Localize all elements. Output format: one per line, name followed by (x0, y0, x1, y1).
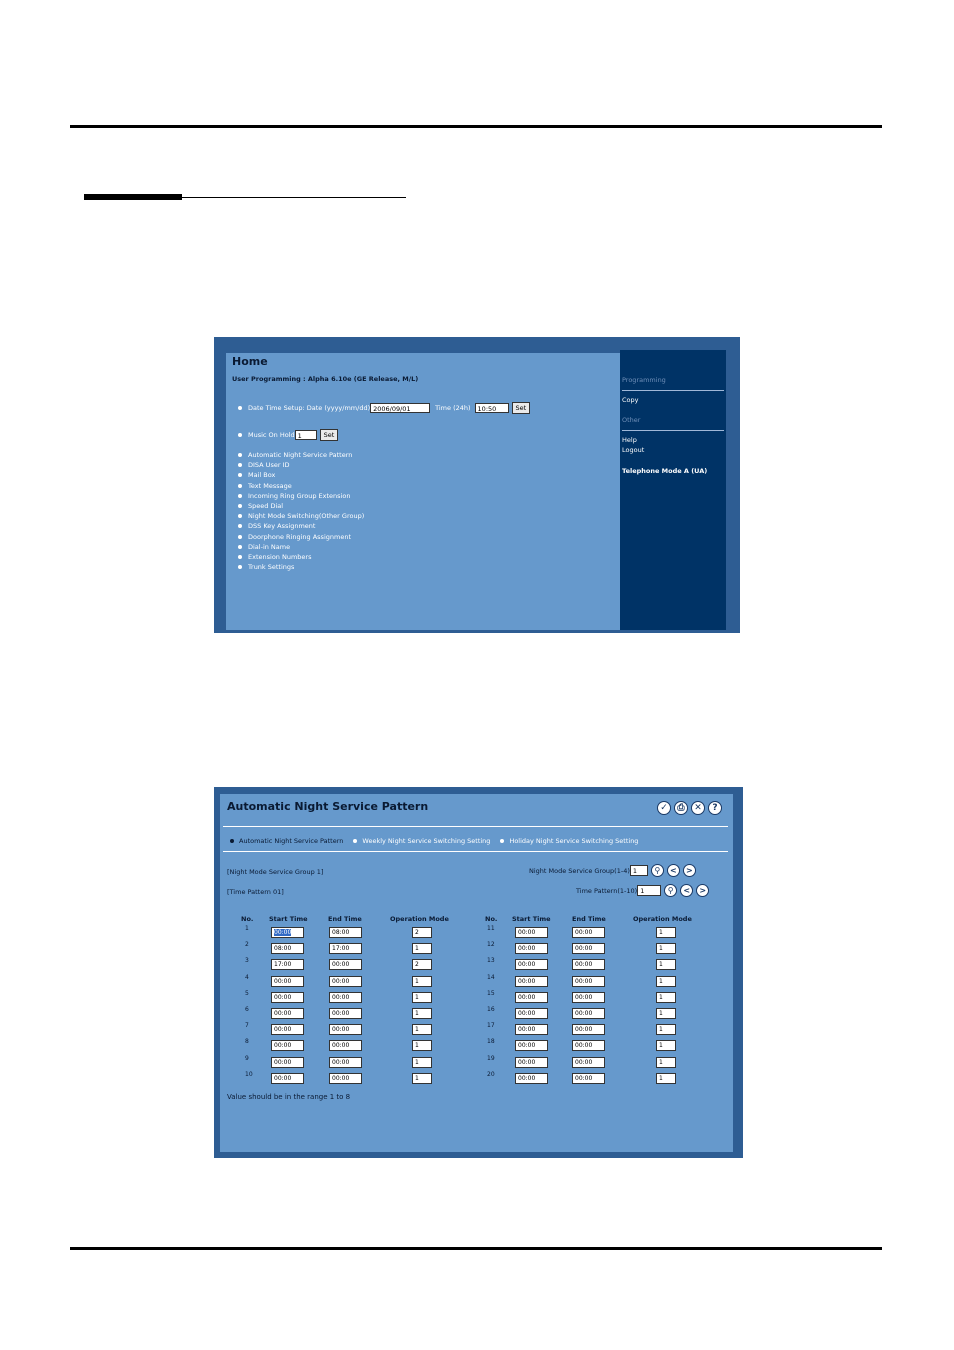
row-number: 11 (487, 925, 495, 932)
header-end-time: End Time (572, 915, 606, 923)
start-time-input[interactable] (271, 1024, 304, 1035)
sidebar (620, 350, 726, 630)
operation-mode-input[interactable]: 1 (412, 1008, 432, 1019)
start-time-value: 00:00 (274, 1042, 292, 1050)
row-number: 16 (487, 1006, 495, 1013)
menu-item[interactable] (238, 563, 294, 571)
group-selector (529, 864, 696, 877)
end-time-input[interactable]: 00:00 (572, 976, 605, 987)
start-time-value: 00:00 (274, 1010, 292, 1017)
pattern-selector (576, 884, 709, 897)
start-time-value: 00:00 (274, 1058, 292, 1066)
start-time-value: 00:00 (518, 945, 536, 953)
check-icon[interactable]: ✓ (657, 801, 671, 815)
tab-label: Holiday Night Service Switching Setting (509, 837, 639, 845)
operation-mode-input[interactable]: 2 (412, 959, 432, 970)
sidebar-section-programming: Programming (622, 376, 666, 384)
operation-mode-input[interactable]: 1 (656, 1073, 676, 1084)
operation-mode-input[interactable]: 1 (656, 1008, 676, 1019)
start-time-value: 17:00 (274, 961, 292, 969)
bullet-icon (238, 473, 242, 477)
header-start-time: Start Time (512, 915, 551, 923)
end-time-input[interactable]: 00:00 (572, 992, 605, 1003)
sidebar-item-help[interactable]: Help (622, 436, 637, 444)
pattern-select-label: Time Pattern(1-10) (576, 886, 638, 895)
row-number: 7 (245, 1022, 249, 1030)
menu-item-label: Dial-in Name (248, 542, 291, 551)
operation-mode-input[interactable]: 1 (412, 1057, 432, 1068)
bullet-icon (238, 565, 242, 569)
page-footer-rule (70, 1247, 882, 1250)
row-number: 20 (487, 1070, 495, 1078)
start-time-value: 00:00 (518, 961, 536, 969)
menu-item-label: Mail Box (248, 471, 276, 480)
start-time-value: 08:00 (274, 945, 292, 953)
end-time-input[interactable]: 00:00 (572, 927, 605, 938)
menu-item-label: Text Message (248, 481, 292, 490)
operation-mode-input[interactable]: 1 (656, 959, 676, 970)
operation-mode-input[interactable]: 1 (656, 927, 676, 938)
start-time-input[interactable] (271, 976, 304, 987)
tab-automatic-night-service-pattern[interactable] (230, 837, 343, 845)
start-time-value: 00:00 (274, 1074, 292, 1082)
start-time-value: 00:00 (274, 929, 292, 936)
page-title: Automatic Night Service Pattern (227, 800, 429, 813)
bullet-icon (230, 839, 234, 843)
set-moh-button[interactable]: Set (320, 429, 339, 441)
bullet-icon (238, 545, 242, 549)
end-time-input[interactable]: 00:00 (572, 1024, 605, 1035)
pattern-select-input[interactable]: 1 (637, 885, 661, 896)
operation-mode-input[interactable]: 1 (412, 1073, 432, 1084)
menu-item-label: Incoming Ring Group Extension (248, 491, 351, 500)
telephone-mode-label: Telephone Mode A (UA) (622, 467, 708, 475)
menu-item-label: DISA User ID (248, 461, 290, 470)
group-select-input[interactable]: 1 (630, 865, 648, 876)
time-input[interactable]: 10:50 (475, 403, 509, 413)
start-time-input[interactable] (515, 992, 548, 1003)
end-time-input[interactable]: 00:00 (572, 959, 605, 970)
previous-icon[interactable]: < (667, 864, 680, 877)
row-number: 14 (487, 973, 495, 981)
operation-mode-input[interactable]: 1 (412, 976, 432, 987)
row-number: 1 (245, 925, 249, 932)
sidebar-item-copy[interactable]: Copy (622, 396, 639, 404)
start-time-value: 00:00 (518, 993, 536, 1001)
start-time-input[interactable] (271, 927, 304, 938)
previous-icon[interactable]: < (680, 884, 693, 897)
home-screenshot (214, 337, 740, 633)
group-select-label: Night Mode Service Group(1-4) (529, 866, 630, 875)
bullet-icon (238, 406, 242, 410)
menu-item[interactable] (238, 522, 315, 530)
page-header-rule (70, 125, 882, 128)
start-time-value: 00:00 (274, 1026, 292, 1034)
moh-label: Music On Hold (248, 431, 295, 439)
page-title: Home (232, 355, 268, 368)
start-time-input[interactable] (515, 1024, 548, 1035)
start-time-input[interactable] (515, 1073, 548, 1084)
start-time-input[interactable] (271, 943, 304, 954)
end-time-input[interactable]: 17:00 (329, 943, 362, 954)
night-service-screenshot (214, 787, 743, 1158)
row-number: 15 (487, 989, 495, 997)
start-time-value: 00:00 (518, 1026, 536, 1034)
menu-item-label: Doorphone Ringing Assignment (248, 532, 351, 541)
bullet-icon (238, 514, 242, 518)
start-time-value: 00:00 (518, 1074, 536, 1082)
bullet-icon (353, 839, 357, 843)
date-input[interactable]: 2006/09/01 (370, 403, 430, 413)
bullet-icon (238, 555, 242, 559)
menu-item-label: DSS Key Assignment (248, 522, 316, 531)
start-time-value: 00:00 (518, 977, 536, 985)
start-time-input[interactable] (271, 992, 304, 1003)
header-no: No. (241, 915, 254, 923)
header-operation-mode: Operation Mode (633, 915, 692, 923)
start-time-input[interactable] (271, 1008, 304, 1019)
end-time-input[interactable]: 00:00 (329, 1057, 362, 1068)
operation-mode-input[interactable]: 1 (412, 943, 432, 954)
end-time-input[interactable]: 00:00 (572, 1040, 605, 1051)
row-number: 3 (245, 957, 249, 965)
set-datetime-button[interactable]: Set (512, 402, 531, 414)
search-icon[interactable]: ⚲ (664, 884, 677, 897)
menu-item-label: Trunk Settings (248, 563, 295, 572)
start-time-input[interactable] (515, 959, 548, 970)
moh-input[interactable]: 1 (295, 430, 317, 440)
tab-label: Weekly Night Service Switching Setting (362, 837, 491, 845)
row-number: 8 (245, 1038, 249, 1046)
menu-item[interactable] (238, 502, 283, 510)
sidebar-item-logout[interactable]: Logout (622, 446, 645, 454)
operation-mode-input[interactable]: 2 (412, 927, 432, 938)
row-number: 13 (487, 957, 495, 965)
start-time-value: 00:00 (518, 1042, 536, 1050)
operation-mode-input[interactable]: 1 (656, 1040, 676, 1051)
row-number: 17 (487, 1022, 495, 1030)
group-label: [Night Mode Service Group 1] (227, 868, 324, 876)
row-number: 12 (487, 941, 495, 949)
tab-weekly-night-service[interactable] (353, 837, 490, 845)
start-time-value: 00:00 (518, 1010, 536, 1017)
end-time-input[interactable]: 00:00 (329, 1008, 362, 1019)
operation-mode-input[interactable]: 1 (412, 992, 432, 1003)
end-time-input[interactable]: 00:00 (572, 1008, 605, 1019)
divider (223, 851, 728, 852)
start-time-value: 00:00 (518, 1058, 536, 1066)
start-time-input[interactable] (271, 1073, 304, 1084)
print-icon[interactable]: ⎙ (674, 801, 688, 815)
menu-item-label: Extension Numbers (248, 553, 312, 561)
range-hint: Value should be in the range 1 to 8 (227, 1093, 351, 1101)
night-service-panel (220, 794, 733, 1152)
end-time-input[interactable]: 00:00 (329, 1073, 362, 1084)
operation-mode-input[interactable]: 1 (656, 1057, 676, 1068)
bullet-icon (238, 453, 242, 457)
menu-item[interactable] (238, 512, 364, 520)
end-time-input[interactable]: 00:00 (329, 976, 362, 987)
bullet-icon (238, 433, 242, 437)
end-time-input[interactable]: 00:00 (329, 1024, 362, 1035)
start-time-value: 00:00 (518, 929, 536, 936)
menu-item-label: Night Mode Switching(Other Group) (248, 512, 365, 521)
row-number: 5 (245, 989, 249, 997)
menu-item-label: Automatic Night Service Pattern (248, 451, 353, 459)
row-number: 4 (245, 973, 249, 981)
search-icon[interactable]: ⚲ (651, 864, 664, 877)
operation-mode-input[interactable]: 1 (412, 1024, 432, 1035)
date-time-setup-row (238, 402, 530, 414)
sidebar-divider (622, 430, 724, 431)
bullet-icon (238, 524, 242, 528)
end-time-input[interactable]: 08:00 (329, 927, 362, 938)
help-icon[interactable]: ? (708, 801, 722, 815)
row-number: 6 (245, 1006, 249, 1013)
end-time-input[interactable]: 00:00 (572, 1073, 605, 1084)
section-heading-rule (84, 197, 406, 198)
tab-label: Automatic Night Service Pattern (239, 837, 344, 845)
header-end-time: End Time (328, 915, 362, 923)
end-time-input[interactable]: 00:00 (572, 943, 605, 954)
page-subtitle: User Programming : Alpha 6.10e (GE Release, M/L) (232, 375, 419, 383)
close-icon[interactable]: ✕ (691, 801, 705, 815)
menu-item[interactable] (238, 553, 311, 561)
next-icon[interactable]: > (683, 864, 696, 877)
sidebar-divider (622, 390, 724, 391)
start-time-input[interactable] (271, 959, 304, 970)
start-time-input[interactable] (515, 1040, 548, 1051)
menu-item[interactable] (238, 471, 275, 479)
bullet-icon (238, 535, 242, 539)
time-label: Time (24h) (435, 404, 471, 412)
menu-item[interactable] (238, 482, 292, 490)
bullet-icon (238, 463, 242, 467)
row-number: 9 (245, 1054, 249, 1062)
start-time-input[interactable] (515, 1008, 548, 1019)
row-number: 10 (245, 1070, 253, 1078)
start-time-input[interactable] (271, 1057, 304, 1068)
bullet-icon (238, 504, 242, 508)
tab-bar (230, 837, 648, 845)
bullet-icon (238, 484, 242, 488)
end-time-input[interactable]: 00:00 (329, 1040, 362, 1051)
end-time-input[interactable]: 00:00 (572, 1057, 605, 1068)
header-no: No. (485, 915, 498, 923)
menu-item[interactable] (238, 543, 290, 551)
row-number: 19 (487, 1054, 495, 1062)
operation-mode-input[interactable]: 1 (656, 976, 676, 987)
start-time-input[interactable] (271, 1040, 304, 1051)
music-on-hold-row (238, 429, 338, 441)
divider (223, 826, 728, 827)
row-number: 2 (245, 941, 249, 949)
start-time-input[interactable] (515, 1057, 548, 1068)
menu-item[interactable] (238, 533, 351, 541)
end-time-input[interactable]: 00:00 (329, 992, 362, 1003)
home-main-panel (226, 353, 620, 630)
menu-item-label: Speed Dial (248, 502, 284, 510)
start-time-input[interactable] (515, 943, 548, 954)
start-time-input[interactable] (515, 927, 548, 938)
header-operation-mode: Operation Mode (390, 915, 449, 923)
start-time-value: 00:00 (274, 993, 292, 1001)
tab-holiday-night-service[interactable] (500, 837, 638, 845)
operation-mode-input[interactable]: 1 (656, 943, 676, 954)
pattern-label: [Time Pattern 01] (227, 888, 284, 896)
menu-item[interactable] (238, 492, 350, 500)
menu-item[interactable] (238, 451, 352, 459)
start-time-input[interactable] (515, 976, 548, 987)
operation-mode-input[interactable]: 1 (656, 1024, 676, 1035)
end-time-input[interactable]: 00:00 (329, 959, 362, 970)
start-time-value: 00:00 (274, 977, 292, 985)
row-number: 18 (487, 1038, 495, 1046)
sidebar-section-other: Other (622, 416, 641, 424)
header-start-time: Start Time (269, 915, 308, 923)
operation-mode-input[interactable]: 1 (412, 1040, 432, 1051)
operation-mode-input[interactable]: 1 (656, 992, 676, 1003)
next-icon[interactable]: > (696, 884, 709, 897)
date-label: Date Time Setup: Date (yyyy/mm/dd) (248, 404, 371, 412)
bullet-icon (238, 494, 242, 498)
bullet-icon (500, 839, 504, 843)
menu-item[interactable] (238, 461, 290, 469)
